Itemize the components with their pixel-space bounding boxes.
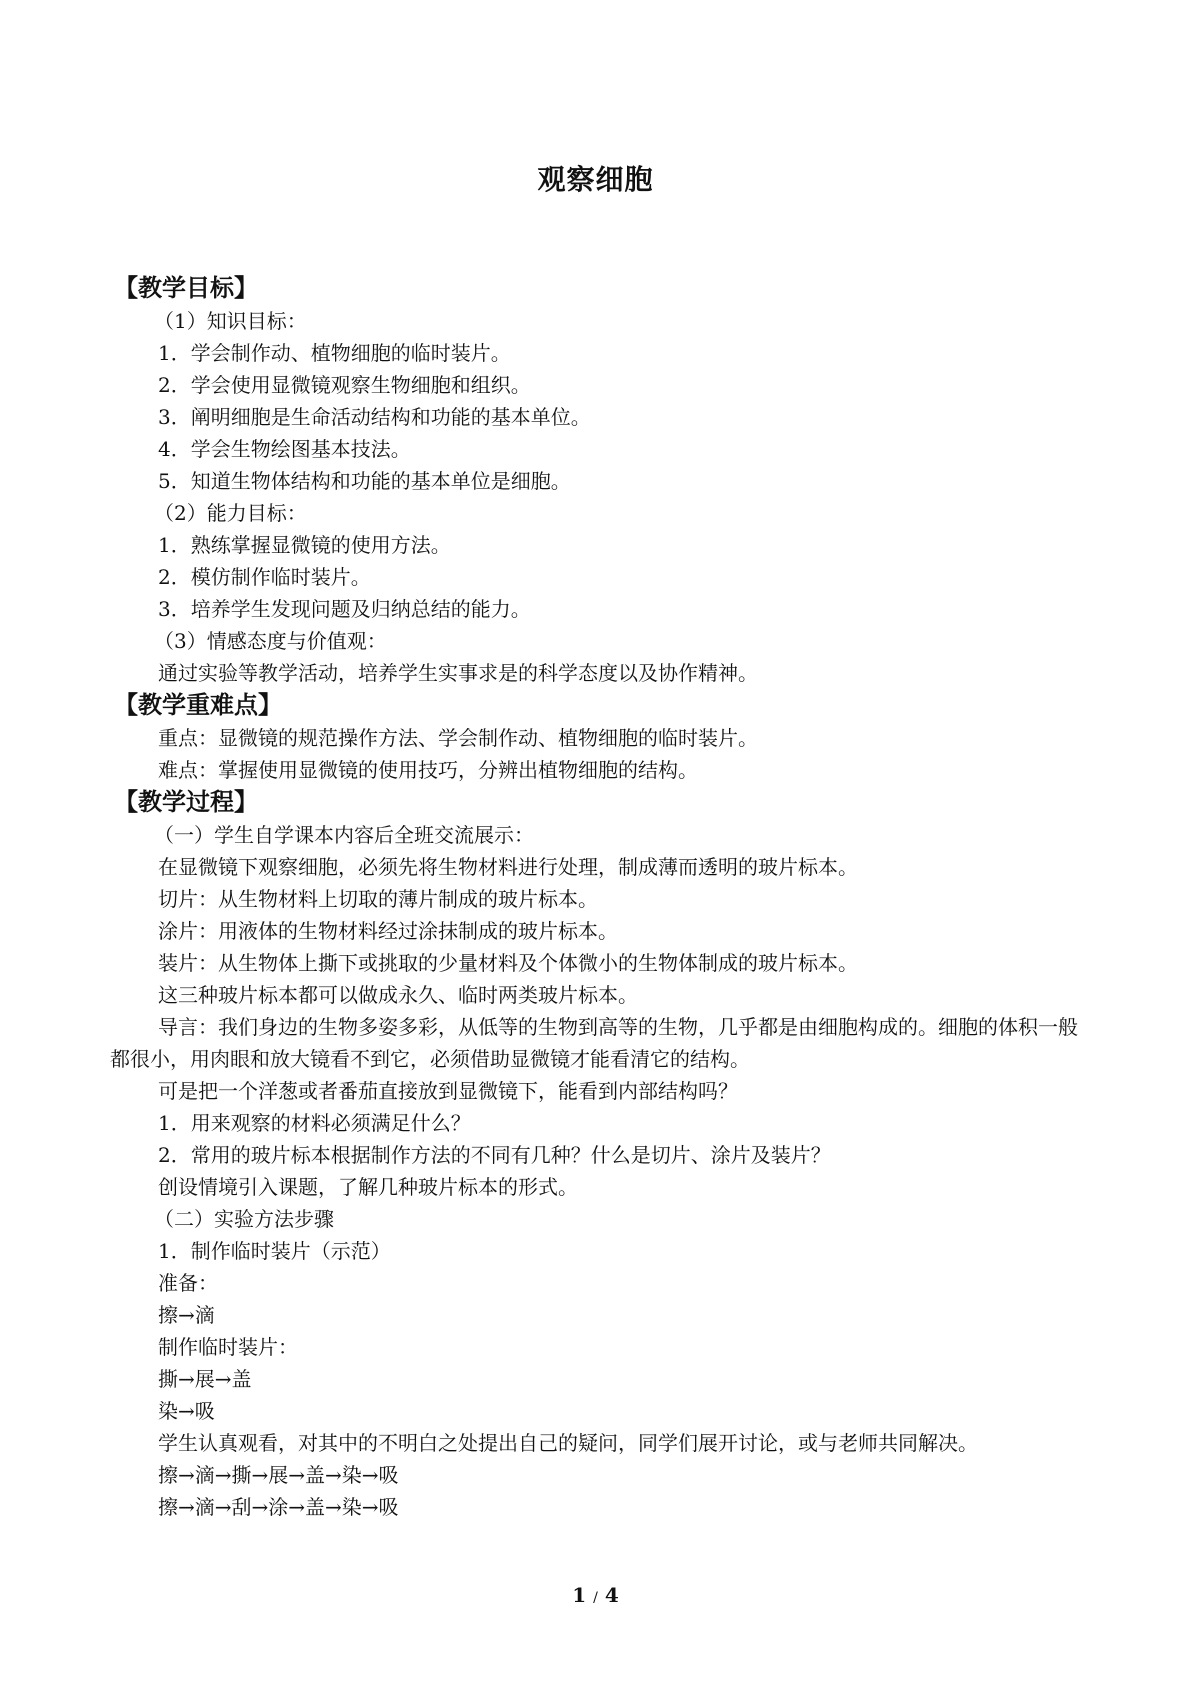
process-step: 制作临时装片：	[158, 1335, 298, 1359]
ability-goal-label: （2）能力目标：	[154, 501, 307, 525]
section-heading-key-points: 【教学重难点】	[114, 691, 282, 719]
ability-goal-item: 3．培养学生发现问题及归纳总结的能力。	[158, 597, 531, 621]
discussion-paragraph: 学生认真观看，对其中的不明白之处提出自己的疑问，同学们展开讨论，或与老师共同解决。	[158, 1431, 978, 1455]
process-line: 装片：从生物体上撕下或挑取的少量材料及个体微小的生物体制成的玻片标本。	[158, 951, 858, 975]
emotion-goal-label: （3）情感态度与价值观：	[154, 629, 387, 653]
section-heading-goals: 【教学目标】	[114, 274, 258, 302]
process-sequence: 擦→滴→刮→涂→盖→染→吸	[158, 1495, 399, 1519]
knowledge-goal-item: 2．学会使用显微镜观察生物细胞和组织。	[158, 373, 531, 397]
knowledge-goal-item: 4．学会生物绘图基本技法。	[158, 437, 411, 461]
page-title: 观察细胞	[537, 163, 654, 196]
knowledge-goal-item: 3．阐明细胞是生命活动结构和功能的基本单位。	[158, 405, 591, 429]
process-line: 在显微镜下观察细胞，必须先将生物材料进行处理，制成薄而透明的玻片标本。	[158, 855, 858, 879]
intro-paragraph: 导言：我们身边的生物多姿多彩，从低等的生物到高等的生物，几乎都是由细胞构成的。细胞的体积一般都很小，用肉眼和放大镜看不到它，必须借助显微镜才能看清它的结构。	[110, 1015, 1078, 1071]
knowledge-goal-label: （1）知识目标：	[154, 309, 307, 333]
process-step: 撕→展→盖	[158, 1367, 252, 1391]
process-step: 1．制作临时装片（示范）	[158, 1239, 391, 1263]
process-line: 切片：从生物材料上切取的薄片制成的玻片标本。	[158, 887, 598, 911]
key-point-focus: 重点：显微镜的规范操作方法、学会制作动、植物细胞的临时装片。	[158, 726, 758, 750]
process-question: 2．常用的玻片标本根据制作方法的不同有几种？什么是切片、涂片及装片？	[158, 1143, 831, 1167]
key-point-difficulty: 难点：掌握使用显微镜的使用技巧，分辨出植物细胞的结构。	[158, 758, 698, 782]
document-body	[110, 272, 1086, 1523]
process-line: 创设情境引入课题，了解几种玻片标本的形式。	[158, 1175, 578, 1199]
process-line: 涂片：用液体的生物材料经过涂抹制成的玻片标本。	[158, 919, 618, 943]
knowledge-goal-item: 1．学会制作动、植物细胞的临时装片。	[158, 341, 511, 365]
process-part2-label: （二）实验方法步骤	[154, 1207, 334, 1231]
ability-goal-item: 1．熟练掌握显微镜的使用方法。	[158, 533, 451, 557]
process-step: 准备：	[158, 1271, 218, 1295]
process-step: 擦→滴	[158, 1303, 215, 1327]
process-step: 染→吸	[158, 1399, 215, 1423]
process-question: 1．用来观察的材料必须满足什么？	[158, 1111, 471, 1135]
ability-goal-item: 2．模仿制作临时装片。	[158, 565, 371, 589]
process-line: 可是把一个洋葱或者番茄直接放到显微镜下，能看到内部结构吗？	[158, 1079, 738, 1103]
process-part1-label: （一）学生自学课本内容后全班交流展示：	[154, 823, 534, 847]
section-heading-process: 【教学过程】	[114, 788, 258, 816]
page-separator: /	[593, 1590, 598, 1606]
knowledge-goal-item: 5．知道生物体结构和功能的基本单位是细胞。	[158, 469, 571, 493]
process-line: 这三种玻片标本都可以做成永久、临时两类玻片标本。	[158, 983, 638, 1007]
process-sequence: 擦→滴→撕→展→盖→染→吸	[158, 1463, 399, 1487]
emotion-goal-text: 通过实验等教学活动，培养学生实事求是的科学态度以及协作精神。	[158, 661, 758, 685]
page-current: 1	[572, 1583, 587, 1607]
page-total: 4	[604, 1583, 619, 1607]
page-number	[0, 1580, 1191, 1613]
